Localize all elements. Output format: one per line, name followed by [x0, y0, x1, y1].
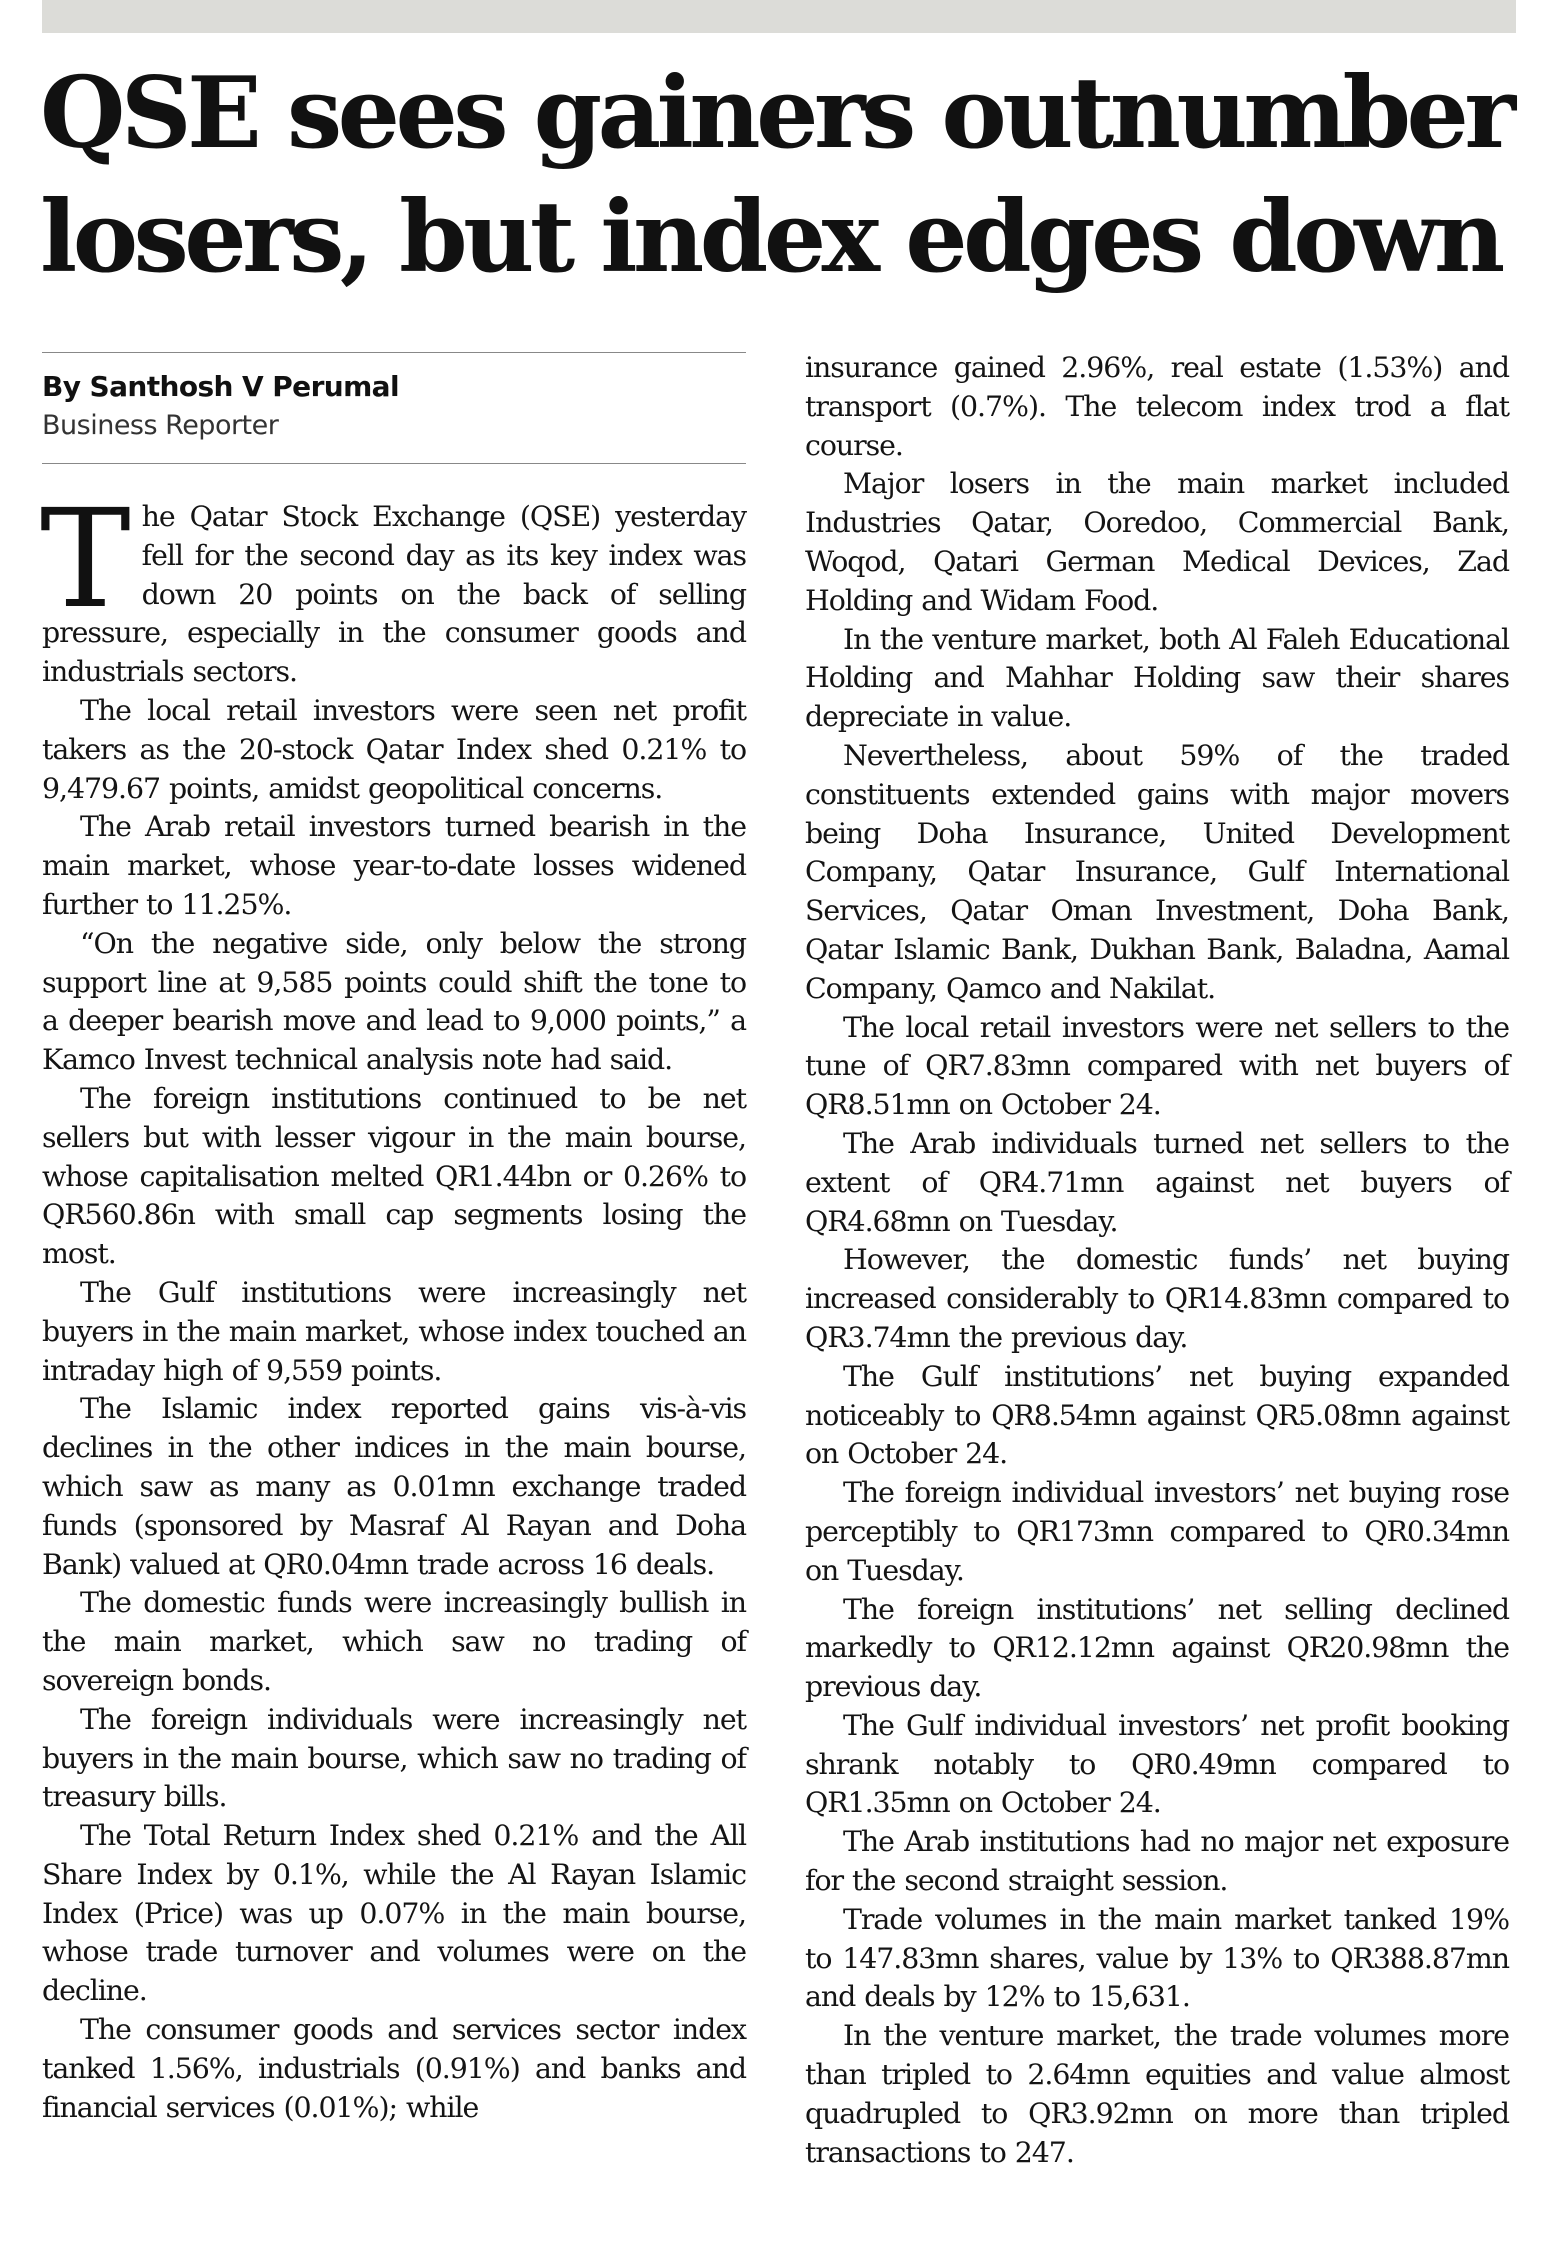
headline-line-1: QSE sees gainers outnumber — [40, 56, 1512, 171]
author-byline: By Santhosh V Perumal — [42, 370, 399, 403]
paragraph: The foreign individuals were increasingly net buyers in the main bourse, which saw no trading of treasury bills. — [42, 1702, 746, 1814]
paragraph: The domestic funds were increasingly bullish in the main market, which saw no trading of sovereign bonds. — [42, 1586, 746, 1697]
paragraph: The Arab retail investors turned bearish in the main market, whose year-to-date losses widened further to 11.25%. — [42, 810, 746, 921]
headline-line-2: losers, but index edges down — [40, 180, 1501, 295]
paragraph: However, the domestic funds’ net buying increased considerably to QR14.83mn compared to QR3.74mn the previous day. — [805, 1243, 1509, 1354]
paragraph-continued: insurance gained 2.96%, real estate (1.53%) and transport (0.7%). The telecom index trod a flat course. — [805, 351, 1509, 462]
top-rule — [42, 0, 1516, 33]
paragraph: The Gulf institutions were increasingly net buyers in the main market, whose index touched an intraday high of 9,559 points. — [42, 1275, 746, 1387]
paragraph: The Arab individuals turned net sellers to the extent of QR4.71mn against net buyers of QR4.68mn on Tuesday. — [805, 1126, 1509, 1238]
paragraph: The local retail investors were seen net profit takers as the 20-stock Qatar Index shed 0.21% to 9,479.67 points, amidst geopolitical concerns. — [42, 693, 746, 805]
author-role: Business Reporter — [42, 410, 279, 441]
lead-text: he Qatar Stock Exchange (QSE) yesterday fell for the second day as its key index was down 20 points on the back of selling pressure, especially in the consumer goods and industrials sectors. — [42, 500, 746, 689]
paragraph: The consumer goods and services sector index tanked 1.56%, industrials (0.91%) and banks and financial services (0.01%); while — [42, 2013, 746, 2124]
drop-cap: T — [40, 481, 130, 639]
lead-paragraph — [40, 481, 746, 692]
paragraph: The foreign institutions continued to be net sellers but with lesser vigour in the main bourse, whose capitalisation melted QR1.44bn or 0.26% to QR560.86n with small cap segments losing the most. — [42, 1081, 746, 1271]
right-column — [805, 349, 1509, 2172]
left-column — [42, 352, 746, 2127]
headline — [40, 52, 1530, 300]
paragraph: “On the negative side, only below the strong support line at 9,585 points could shift the tone to a deeper bearish move and lead to 9,000 points,” a Kamco Invest technical analysis note had said. — [42, 926, 746, 1077]
paragraph: Nevertheless, about 59% of the traded constituents extended gains with major movers being Doha Insurance, United Development Company, Qatar Insurance, Gulf International Services, Qatar Oman Investment, Doha Bank, Qatar Islamic Bank, Dukhan Bank, Baladna, Aamal Company, Qamco and Nakilat. — [805, 738, 1509, 1005]
paragraph: The local retail investors were net sellers to the tune of QR7.83mn compared with net buyers of QR8.51mn on October 24. — [805, 1010, 1509, 1122]
paragraph: The Islamic index reported gains vis-à-vis declines in the other indices in the main bourse, which saw as many as 0.01mn exchange traded funds (sponsored by Masraf Al Rayan and Doha Bank) valued at QR0.04mn trade across 16 deals. — [42, 1392, 746, 1581]
paragraph: The Gulf individual investors’ net profit booking shrank notably to QR0.49mn compared to QR1.35mn on October 24. — [805, 1708, 1509, 1820]
paragraph: Trade volumes in the main market tanked 19% to 147.83mn shares, value by 13% to QR388.87mn and deals by 12% to 15,631. — [805, 1902, 1509, 2014]
paragraph: The Gulf institutions’ net buying expanded noticeably to QR8.54mn against QR5.08mn against on October 24. — [805, 1359, 1509, 1471]
paragraph: The Total Return Index shed 0.21% and the All Share Index by 0.1%, while the Al Rayan Islamic Index (Price) was up 0.07% in the main bourse, whose trade turnover and volumes were on the decline. — [42, 1819, 746, 2008]
paragraph: The foreign individual investors’ net buying rose perceptibly to QR173mn compared to QR0.34mn on Tuesday. — [805, 1476, 1509, 1587]
paragraph: Major losers in the main market included Industries Qatar, Ooredoo, Commercial Bank, Woqod, Qatari German Medical Devices, Zad Holding and Widam Food. — [805, 467, 1509, 617]
paragraph: In the venture market, both Al Faleh Educational Holding and Mahhar Holding saw their shares depreciate in value. — [805, 622, 1509, 734]
paragraph: In the venture market, the trade volumes more than tripled to 2.64mn equities and value almost quadrupled to QR3.92mn on more than tripled transactions to 247. — [805, 2019, 1509, 2169]
byline-box — [42, 352, 746, 464]
paragraph: The Arab institutions had no major net exposure for the second straight session. — [805, 1825, 1509, 1898]
paragraph: The foreign institutions’ net selling declined markedly to QR12.12mn against QR20.98mn the previous day. — [805, 1592, 1509, 1704]
